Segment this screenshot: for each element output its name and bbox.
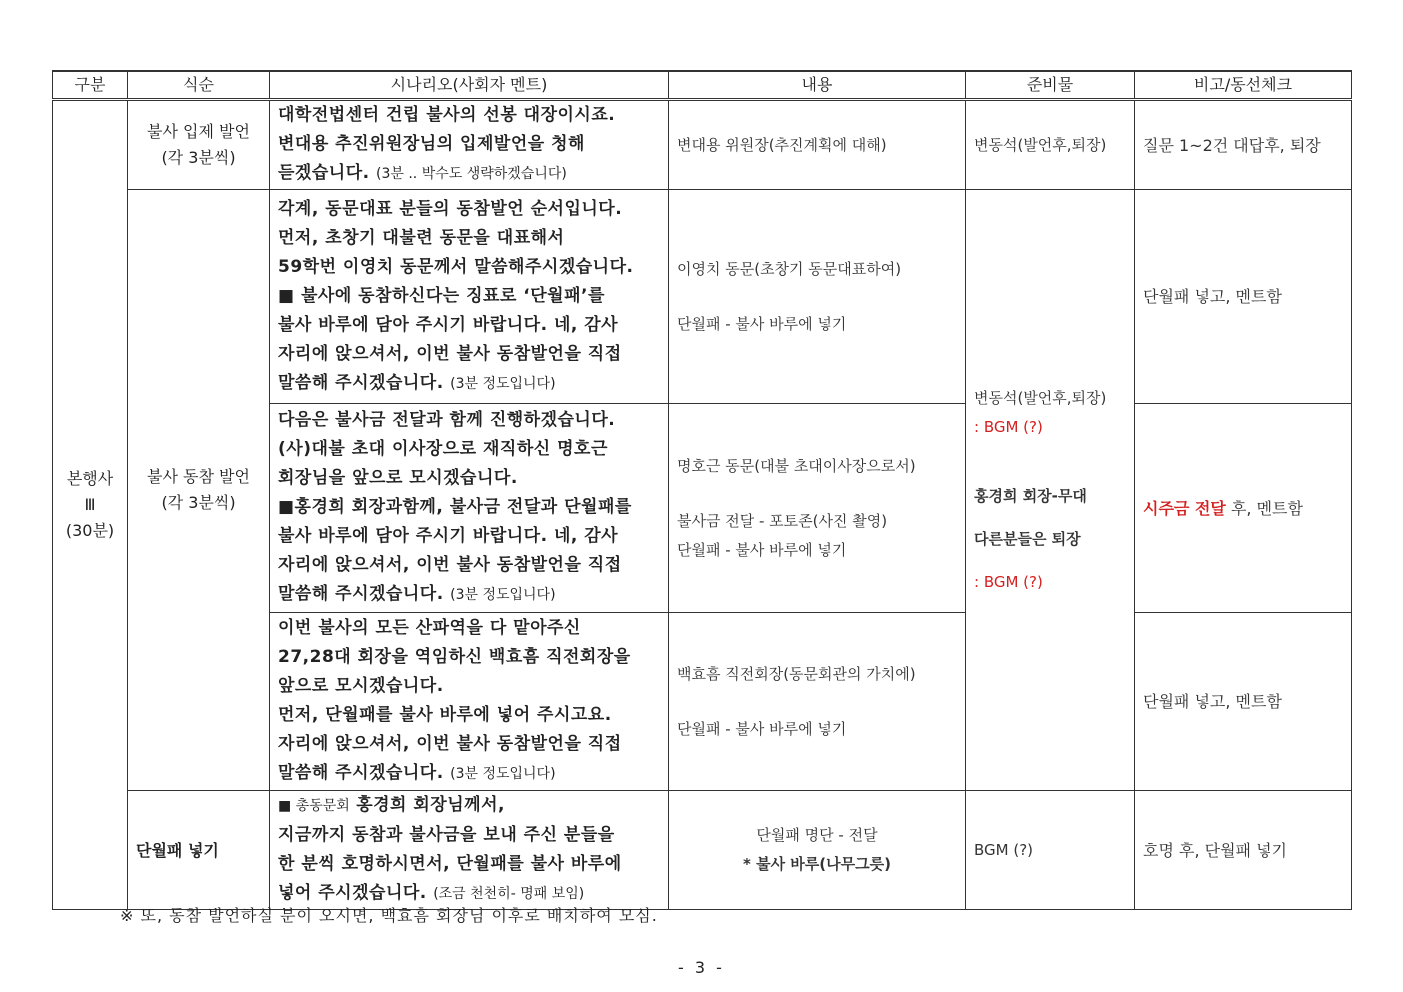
table-row [53, 791, 1352, 910]
prep-merged-cell [966, 190, 1135, 791]
script-line: 말씀해 주시겠습니다. [278, 584, 444, 604]
note-cell [1135, 404, 1352, 613]
script-line: 넣어 주시겠습니다. [278, 883, 427, 903]
table-row [53, 190, 1352, 404]
script-line: (사)대불 초대 이사장으로 재직하신 명호근 [278, 439, 608, 459]
script-note: (3분 .. 박수도 생략하겠습니다) [376, 166, 567, 182]
order-title: 불사 입제 발언 [147, 122, 250, 141]
content-line: 단월패 - 불사 바루에 넣기 [677, 719, 847, 738]
note-cell: 질문 1~2건 대답후, 퇴장 [1135, 100, 1352, 190]
script-line: 먼저, 초창기 대불련 동문을 대표해서 [278, 227, 565, 248]
script-line: 듣겠습니다. [278, 163, 370, 183]
script-line: 이번 불사의 모든 산파역을 다 맡아주신 [278, 618, 581, 638]
script-note: (3분 정도입니다) [450, 375, 556, 392]
prep-cell: 변동석(발언후,퇴장) [966, 100, 1135, 190]
script-line: ■ 총동문회 [278, 798, 350, 814]
script-line: 자리에 앉으셔서, 이번 불사 동참발언을 직접 [278, 734, 622, 754]
prep-line: 다른분들은 퇴장 [974, 529, 1081, 548]
order-cell: 단월패 넣기 [128, 791, 270, 910]
page-number: - 3 - [678, 958, 725, 977]
prep-line: 변동석(발언후,퇴장) [974, 388, 1107, 407]
script-line: 자리에 앉으셔서, 이번 불사 동참발언을 직접 [278, 555, 622, 575]
script-cell [270, 100, 669, 190]
content-line: 백효흠 직전회장(동문회관의 가치에) [677, 664, 916, 683]
order-cell [128, 100, 270, 190]
content-cell: 변대용 위원장(추진계획에 대해) [669, 100, 966, 190]
script-line: 각계, 동문대표 분들의 동참발언 순서입니다. [278, 198, 623, 219]
prep-cell: BGM (?) [966, 791, 1135, 910]
content-cell [669, 404, 966, 613]
bgm-label: : BGM (?) [974, 417, 1043, 436]
script-line: 지금까지 동참과 불사금을 보내 주신 분들을 [278, 825, 615, 845]
content-line: 단월패 명단 - 전달 [756, 826, 878, 844]
note-rest: 후, 멘트함 [1225, 498, 1303, 518]
note-cell: 호명 후, 단월패 넣기 [1135, 791, 1352, 910]
script-line: 자리에 앉으셔서, 이번 불사 동참발언을 직접 [278, 343, 622, 364]
script-line: 먼저, 단월패를 불사 바루에 넣어 주시고요. [278, 705, 612, 725]
section-duration: (30분) [65, 521, 115, 540]
order-duration: (각 3분씩) [161, 493, 236, 512]
order-duration: (각 3분씩) [161, 148, 236, 167]
content-line: 이영치 동문(초창기 동문대표하여) [677, 259, 902, 278]
header-content: 내용 [669, 71, 966, 100]
script-line: ■홍경희 회장과함께, 불사금 전달과 단월패를 [278, 497, 632, 517]
script-line: 59학번 이영치 동문께서 말씀해주시겠습니다. [278, 256, 634, 277]
script-line: 다음은 불사금 전달과 함께 진행하겠습니다. [278, 410, 616, 430]
script-note: (3분 정도입니다) [450, 587, 556, 603]
script-line: 회장님을 앞으로 모시겠습니다. [278, 468, 518, 488]
script-cell [270, 404, 669, 613]
content-line: 단월패 - 불사 바루에 넣기 [677, 540, 847, 559]
header-category: 구분 [53, 71, 128, 100]
order-title: 불사 동참 발언 [147, 467, 250, 486]
footnote: ※ 또, 동참 발언하실 분이 오시면, 백효흠 회장님 이후로 배치하여 모심. [120, 906, 658, 925]
schedule-table [52, 70, 1352, 910]
section-number: Ⅲ [84, 495, 96, 514]
note-cell: 단월패 넣고, 멘트함 [1135, 613, 1352, 791]
section-label: 본행사 [66, 469, 114, 488]
script-line: 불사 바루에 담아 주시기 바랍니다. 네, 감사 [278, 314, 619, 335]
script-line: 한 분씩 호명하시면서, 단월패를 불사 바루에 [278, 854, 622, 874]
content-line: 불사금 전달 - 포토존(사진 촬영) [677, 511, 888, 530]
content-cell [669, 613, 966, 791]
table-row [53, 100, 1352, 190]
script-cell [270, 190, 669, 404]
note-highlight: 시주금 전달 [1143, 498, 1226, 518]
script-note: (조금 천천히- 명패 보임) [433, 886, 585, 902]
script-line: 대학전법센터 건립 불사의 선봉 대장이시죠. [278, 105, 616, 125]
bgm-label: : BGM (?) [974, 572, 1043, 591]
header-remarks: 비고/동선체크 [1135, 71, 1352, 100]
script-line: 홍경희 회장님께서, [349, 795, 505, 815]
note-cell: 단월패 넣고, 멘트함 [1135, 190, 1352, 404]
content-line: * 불사 바루(나무그릇) [743, 855, 891, 873]
header-preparation: 준비물 [966, 71, 1135, 100]
content-line: 명호근 동문(대불 초대이사장으로서) [677, 456, 916, 475]
content-cell [669, 791, 966, 910]
script-line: 27,28대 회장을 역임하신 백효흠 직전회장을 [278, 647, 631, 667]
script-line: 말씀해 주시겠습니다. [278, 372, 444, 393]
script-line: 변대용 추진위원장님의 입제발언을 청해 [278, 134, 585, 154]
script-line: 불사 바루에 담아 주시기 바랍니다. 네, 감사 [278, 526, 619, 546]
section-cell [53, 100, 128, 910]
script-cell [270, 613, 669, 791]
header-scenario: 시나리오(사회자 멘트) [270, 71, 669, 100]
table-header-row [53, 71, 1352, 100]
script-line: 앞으로 모시겠습니다. [278, 676, 444, 696]
script-note: (3분 정도입니다) [450, 766, 556, 782]
order-cell [128, 190, 270, 791]
script-line: ■ 불사에 동참하신다는 징표로 ‘단월패’를 [278, 285, 605, 306]
content-line: 단월패 - 불사 바루에 넣기 [677, 314, 847, 333]
script-line: 말씀해 주시겠습니다. [278, 763, 444, 783]
content-cell [669, 190, 966, 404]
script-cell [270, 791, 669, 910]
header-order: 식순 [128, 71, 270, 100]
prep-line: 홍경희 회장-무대 [974, 486, 1087, 505]
